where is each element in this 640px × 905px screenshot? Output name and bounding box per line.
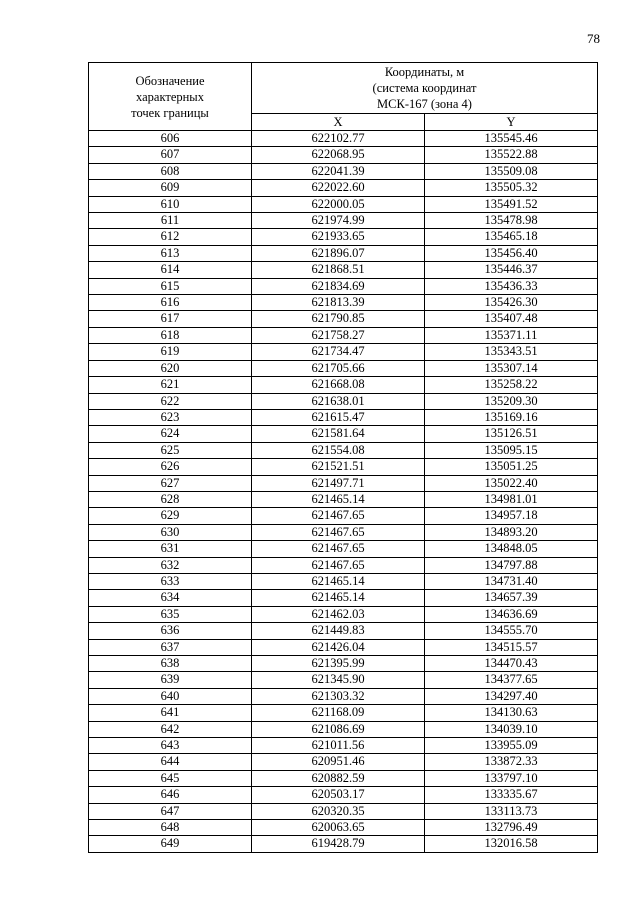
table-row [89,327,598,343]
header-coords-line: Координаты, м [384,65,465,79]
table-row [89,672,598,688]
y-cell: 134731.40 [425,573,598,589]
y-cell: 135465.18 [425,229,598,245]
table-row [89,442,598,458]
table-row [89,688,598,704]
y-cell: 135307.14 [425,360,598,376]
x-cell: 622000.05 [252,196,425,212]
table-row [89,475,598,491]
point-cell: 641 [89,705,252,721]
x-cell: 621896.07 [252,245,425,261]
table-row [89,836,598,852]
table-row [89,426,598,442]
page-number: 78 [587,31,600,46]
table-row [89,508,598,524]
y-cell: 134515.57 [425,639,598,655]
table-row [89,360,598,376]
y-cell: 135095.15 [425,442,598,458]
table-row [89,262,598,278]
point-cell: 607 [89,147,252,163]
table-row [89,656,598,672]
y-cell: 135436.33 [425,278,598,294]
x-cell: 621974.99 [252,213,425,229]
point-cell: 635 [89,606,252,622]
table-row [89,639,598,655]
header-point-line: точек границы [131,105,209,120]
table-row [89,623,598,639]
x-cell: 622022.60 [252,180,425,196]
y-cell: 135258.22 [425,377,598,393]
table-row [89,573,598,589]
y-cell: 135209.30 [425,393,598,409]
point-cell: 622 [89,393,252,409]
x-cell: 621497.71 [252,475,425,491]
x-cell: 621734.47 [252,344,425,360]
header-y: Y [425,114,598,131]
table-row [89,606,598,622]
y-cell: 133797.10 [425,770,598,786]
y-cell: 135545.46 [425,131,598,147]
point-cell: 615 [89,278,252,294]
x-cell: 621758.27 [252,327,425,343]
table-row [89,213,598,229]
x-cell: 622041.39 [252,163,425,179]
y-cell: 134470.43 [425,656,598,672]
point-cell: 647 [89,803,252,819]
y-cell: 135446.37 [425,262,598,278]
point-cell: 630 [89,524,252,540]
y-cell: 134848.05 [425,541,598,557]
point-cell: 633 [89,573,252,589]
table-row [89,524,598,540]
x-cell: 621426.04 [252,639,425,655]
y-cell: 135509.08 [425,163,598,179]
y-cell: 134039.10 [425,721,598,737]
x-cell: 621395.99 [252,656,425,672]
y-cell: 135051.25 [425,459,598,475]
point-cell: 640 [89,688,252,704]
x-cell: 621668.08 [252,377,425,393]
point-cell: 614 [89,262,252,278]
header-point-line: характерных [136,89,204,104]
point-cell: 636 [89,623,252,639]
header-x: X [252,114,425,131]
y-cell: 135126.51 [425,426,598,442]
x-cell: 622102.77 [252,131,425,147]
header-point-line: Обозначение [135,73,205,88]
point-cell: 628 [89,491,252,507]
y-cell: 133335.67 [425,787,598,803]
point-cell: 621 [89,377,252,393]
table-row [89,541,598,557]
x-cell: 621467.65 [252,524,425,540]
table-row [89,738,598,754]
point-cell: 643 [89,738,252,754]
point-cell: 637 [89,639,252,655]
y-cell: 134957.18 [425,508,598,524]
y-cell: 132796.49 [425,820,598,836]
x-cell: 621705.66 [252,360,425,376]
x-cell: 621303.32 [252,688,425,704]
y-cell: 135343.51 [425,344,598,360]
y-cell: 135371.11 [425,327,598,343]
point-cell: 644 [89,754,252,770]
y-cell: 134981.01 [425,491,598,507]
x-cell: 621834.69 [252,278,425,294]
point-cell: 626 [89,459,252,475]
y-cell: 132016.58 [425,836,598,852]
table-row [89,787,598,803]
x-cell: 620882.59 [252,770,425,786]
x-cell: 621933.65 [252,229,425,245]
x-cell: 621449.83 [252,623,425,639]
table-row [89,163,598,179]
header-coords-line: МСК-167 (зона 4) [377,97,472,111]
x-cell: 620951.46 [252,754,425,770]
point-cell: 638 [89,656,252,672]
y-cell: 134657.39 [425,590,598,606]
header-coords-line: (система координат [372,81,477,95]
x-cell: 621790.85 [252,311,425,327]
point-cell: 618 [89,327,252,343]
point-cell: 646 [89,787,252,803]
point-cell: 629 [89,508,252,524]
table-row [89,393,598,409]
x-cell: 621554.08 [252,442,425,458]
table-row [89,754,598,770]
y-cell: 135407.48 [425,311,598,327]
y-cell: 133955.09 [425,738,598,754]
y-cell: 135478.98 [425,213,598,229]
table-header [89,63,598,131]
x-cell: 621465.14 [252,590,425,606]
point-cell: 627 [89,475,252,491]
x-cell: 622068.95 [252,147,425,163]
point-cell: 634 [89,590,252,606]
table-row [89,311,598,327]
x-cell: 621465.14 [252,573,425,589]
x-cell: 621813.39 [252,295,425,311]
table-row [89,770,598,786]
y-cell: 135456.40 [425,245,598,261]
point-cell: 639 [89,672,252,688]
point-cell: 616 [89,295,252,311]
point-cell: 620 [89,360,252,376]
table-row [89,147,598,163]
y-cell: 134636.69 [425,606,598,622]
point-cell: 608 [89,163,252,179]
x-cell: 621168.09 [252,705,425,721]
point-cell: 613 [89,245,252,261]
y-cell: 134130.63 [425,705,598,721]
x-cell: 621521.51 [252,459,425,475]
point-cell: 645 [89,770,252,786]
table-row [89,705,598,721]
point-cell: 612 [89,229,252,245]
table-row [89,245,598,261]
point-cell: 611 [89,213,252,229]
point-cell: 649 [89,836,252,852]
table-row [89,557,598,573]
y-cell: 135169.16 [425,409,598,425]
x-cell: 621467.65 [252,557,425,573]
point-cell: 610 [89,196,252,212]
table-row [89,196,598,212]
header-row-main [89,63,598,114]
y-cell: 135522.88 [425,147,598,163]
y-cell: 133872.33 [425,754,598,770]
point-cell: 642 [89,721,252,737]
x-cell: 620503.17 [252,787,425,803]
y-cell: 134297.40 [425,688,598,704]
x-cell: 621345.90 [252,672,425,688]
header-coordinates [252,63,598,114]
table-body [89,131,598,853]
x-cell: 621868.51 [252,262,425,278]
x-cell: 621011.56 [252,738,425,754]
point-cell: 609 [89,180,252,196]
table-row [89,131,598,147]
table-row [89,295,598,311]
table-row [89,820,598,836]
x-cell: 621467.65 [252,508,425,524]
point-cell: 632 [89,557,252,573]
point-cell: 623 [89,409,252,425]
x-cell: 621086.69 [252,721,425,737]
header-point-designation [89,63,252,131]
table-row [89,491,598,507]
point-cell: 631 [89,541,252,557]
y-cell: 135505.32 [425,180,598,196]
y-cell: 133113.73 [425,803,598,819]
point-cell: 648 [89,820,252,836]
x-cell: 620063.65 [252,820,425,836]
point-cell: 619 [89,344,252,360]
x-cell: 621581.64 [252,426,425,442]
x-cell: 621615.47 [252,409,425,425]
point-cell: 617 [89,311,252,327]
x-cell: 621462.03 [252,606,425,622]
table-row [89,229,598,245]
y-cell: 135022.40 [425,475,598,491]
table-row [89,344,598,360]
table-row [89,803,598,819]
table-row [89,377,598,393]
table-row [89,278,598,294]
y-cell: 134377.65 [425,672,598,688]
y-cell: 135426.30 [425,295,598,311]
table-row [89,180,598,196]
x-cell: 621465.14 [252,491,425,507]
x-cell: 621638.01 [252,393,425,409]
x-cell: 619428.79 [252,836,425,852]
y-cell: 135491.52 [425,196,598,212]
table-row [89,590,598,606]
y-cell: 134555.70 [425,623,598,639]
x-cell: 621467.65 [252,541,425,557]
coordinates-table [88,62,598,853]
y-cell: 134797.88 [425,557,598,573]
y-cell: 134893.20 [425,524,598,540]
x-cell: 620320.35 [252,803,425,819]
point-cell: 625 [89,442,252,458]
table-row [89,721,598,737]
point-cell: 606 [89,131,252,147]
table-row [89,409,598,425]
table-row [89,459,598,475]
point-cell: 624 [89,426,252,442]
